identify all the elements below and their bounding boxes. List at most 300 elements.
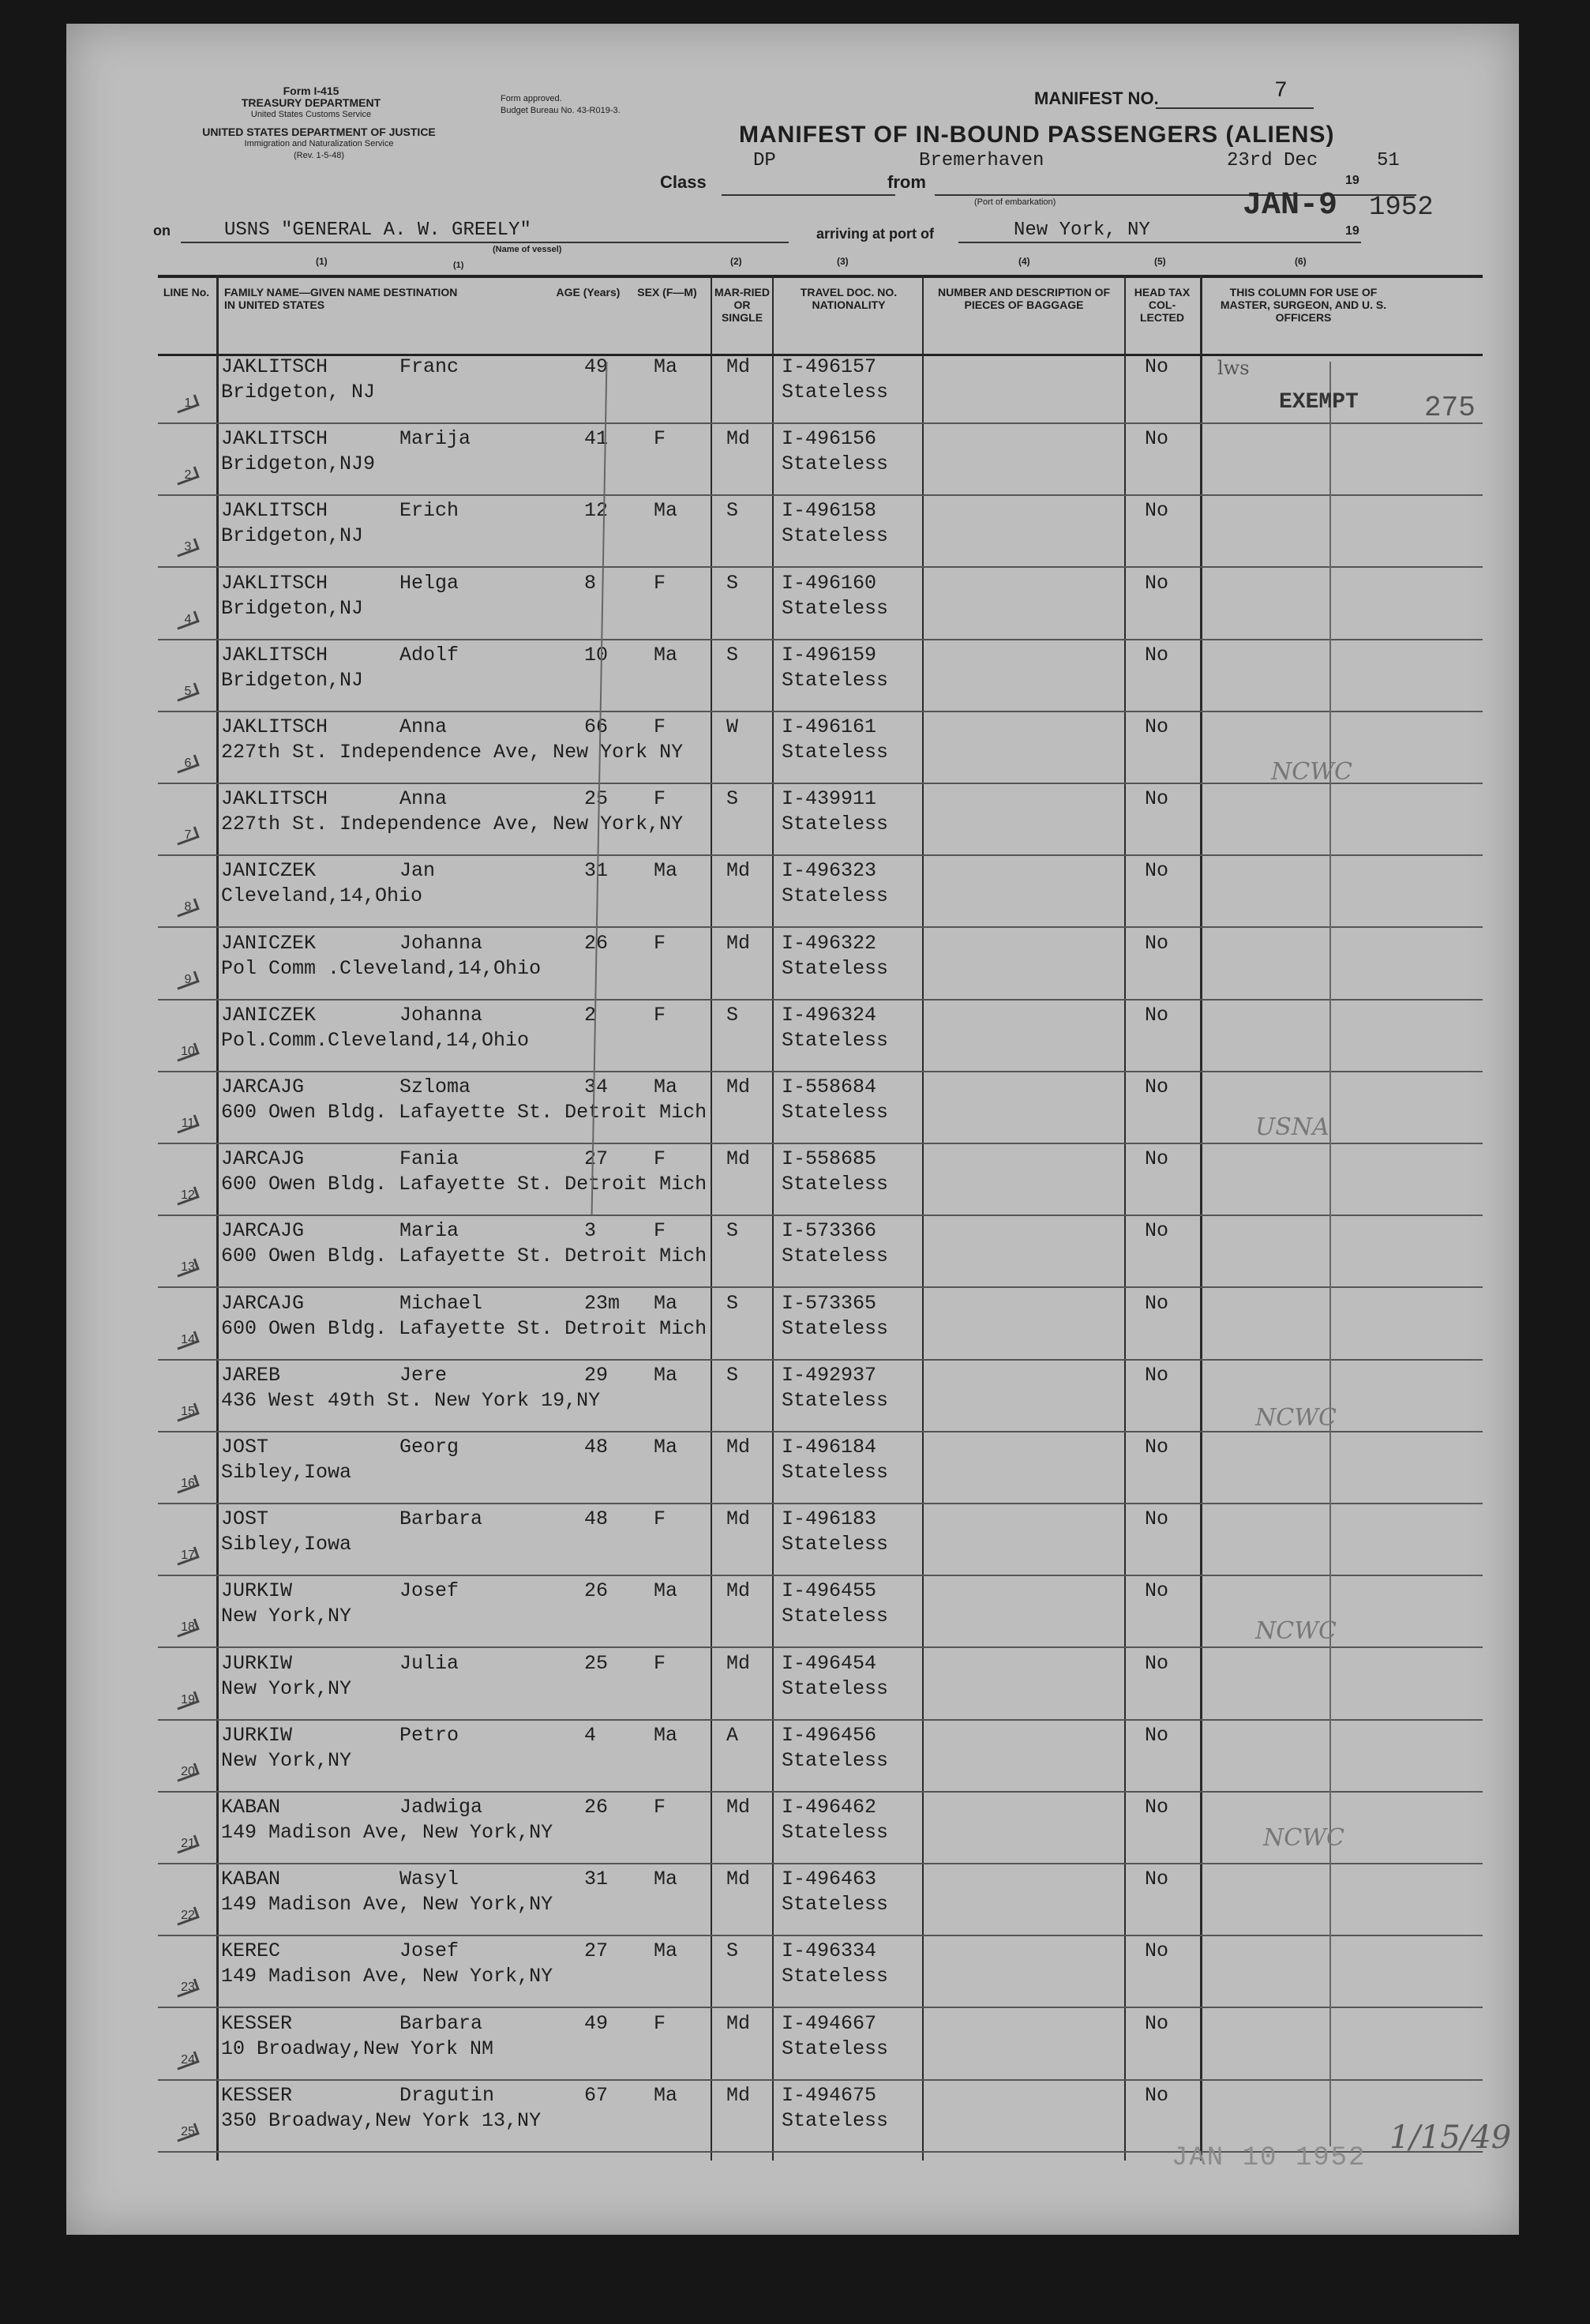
row-travel-doc: I-496324 — [782, 1003, 877, 1027]
row-family-name: KABAN — [221, 1796, 281, 1819]
row-sex: F — [654, 2011, 666, 2035]
row-head-tax: No — [1145, 1796, 1169, 1819]
row-marital: S — [726, 1363, 739, 1387]
port-embark-label: (Port of embarkation) — [974, 197, 1056, 207]
row-given-name: Dragutin — [399, 2083, 495, 2107]
arriving-label: arriving at port of — [816, 226, 935, 242]
row-nationality: Stateless — [782, 1893, 889, 1917]
row-line-number: 12 — [181, 1188, 195, 1203]
row-head-tax: No — [1145, 1579, 1169, 1603]
row-family-name: JAKLITSCH — [221, 571, 328, 595]
row-given-name: Barbara — [399, 1507, 483, 1531]
row-line-number: 19 — [181, 1692, 195, 1706]
row-family-name: JAKLITSCH — [221, 643, 328, 666]
table-row — [158, 494, 1483, 568]
row-travel-doc: I-496454 — [782, 1651, 877, 1675]
colnum-2: (2) — [730, 256, 742, 267]
row-nationality: Stateless — [782, 1028, 889, 1052]
table-row — [158, 1863, 1483, 1936]
row-line-number: 24 — [181, 2052, 195, 2067]
manifest-title: MANIFEST OF IN-BOUND PASSENGERS (ALIENS) — [739, 122, 1335, 148]
row-line-number: 20 — [181, 1764, 195, 1778]
row-marital: S — [726, 1291, 739, 1315]
row-family-name: JAKLITSCH — [221, 715, 328, 738]
arrival-date-stamp: JAN-9 — [1243, 188, 1338, 223]
row-given-name: Jan — [399, 859, 436, 883]
row-sex: Ma — [654, 1723, 678, 1747]
colnum-4: (4) — [1018, 256, 1030, 267]
form-header-left — [185, 85, 437, 121]
form-header-justice — [153, 126, 485, 162]
row-given-name: Franc — [399, 355, 459, 378]
row-nationality: Stateless — [782, 1821, 889, 1844]
row-line-number: 11 — [181, 1117, 195, 1130]
row-age: 31 — [584, 859, 609, 883]
row-travel-doc: I-558684 — [782, 1076, 877, 1098]
row-head-tax: No — [1145, 1147, 1169, 1171]
row-age: 48 — [584, 1507, 609, 1531]
row-family-name: JAKLITSCH — [221, 787, 328, 811]
row-line-number: 2 — [184, 468, 192, 482]
row-travel-doc: I-573366 — [782, 1219, 877, 1243]
row-travel-doc: I-496462 — [782, 1796, 877, 1819]
row-nationality: Stateless — [782, 1101, 889, 1124]
row-age: 12 — [584, 499, 609, 523]
row-sex: F — [654, 1147, 666, 1171]
row-marital: S — [726, 1939, 739, 1963]
row-sex: F — [654, 931, 666, 955]
row-marital: S — [726, 571, 739, 595]
row-destination: 600 Owen Bldg. Lafayette St. Detroit Mich — [221, 1245, 707, 1268]
row-line-number: 9 — [184, 972, 192, 986]
row-given-name: Jere — [399, 1363, 448, 1387]
row-travel-doc: I-496159 — [782, 643, 877, 666]
row-nationality: Stateless — [782, 1605, 889, 1628]
colnum-5: (5) — [1154, 256, 1166, 267]
arrival-year-prefix: 19 — [1345, 224, 1359, 238]
row-family-name: KESSER — [221, 2011, 293, 2035]
row-head-tax: No — [1145, 859, 1169, 883]
row-family-name: JARCAJG — [221, 1147, 305, 1171]
vessel-line — [181, 242, 789, 243]
exempt-stamp: EXEMPT — [1279, 390, 1359, 415]
officer-initials: lws — [1217, 357, 1250, 379]
row-destination: 600 Owen Bldg. Lafayette St. Detroit Mich — [221, 1101, 707, 1124]
table-row — [158, 1935, 1483, 2008]
row-age: 3 — [584, 1219, 597, 1243]
col-sex: SEX (F—M) — [637, 286, 697, 298]
row-travel-doc: I-496456 — [782, 1723, 877, 1747]
row-head-tax: No — [1145, 1003, 1169, 1027]
row-given-name: Marija — [399, 427, 471, 451]
row-destination: 227th St. Independence Ave, New York,NY — [221, 813, 684, 836]
row-marital: A — [726, 1723, 739, 1747]
row-travel-doc: I-573365 — [782, 1291, 877, 1315]
row-destination: Bridgeton,NJ — [221, 596, 364, 620]
row-family-name: JAKLITSCH — [221, 355, 328, 378]
col-travel: TRAVEL DOC. NO. NATIONALITY — [800, 286, 898, 311]
row-sex: F — [654, 1796, 666, 1819]
row-family-name: JAKLITSCH — [221, 499, 328, 523]
row-head-tax: No — [1145, 499, 1169, 523]
row-marital: Md — [726, 859, 751, 883]
row-travel-doc: I-496158 — [782, 499, 877, 523]
row-line-number: 15 — [181, 1404, 195, 1418]
row-sex: F — [654, 427, 666, 451]
table-row — [158, 567, 1483, 640]
table-row — [158, 2007, 1483, 2081]
row-age: 25 — [584, 787, 609, 811]
manifest-no-value: 7 — [1274, 79, 1288, 103]
row-given-name: Josef — [399, 1939, 459, 1963]
arriving-port: New York, NY — [1014, 220, 1150, 241]
budget-bureau: Budget Bureau No. 43-R019-3. — [501, 106, 621, 115]
row-travel-doc: I-496322 — [782, 931, 877, 955]
row-sex: Ma — [654, 1579, 678, 1603]
row-family-name: JOST — [221, 1507, 269, 1531]
row-line-number: 1 — [184, 396, 192, 410]
row-travel-doc: I-496323 — [782, 859, 877, 883]
row-marital: S — [726, 643, 739, 666]
row-line-number: 23 — [181, 1980, 195, 1995]
row-nationality: Stateless — [782, 1245, 889, 1268]
row-nationality: Stateless — [782, 1676, 889, 1700]
row-marital: Md — [726, 2083, 751, 2107]
row-travel-doc: I-496157 — [782, 355, 877, 378]
row-nationality: Stateless — [782, 1316, 889, 1340]
row-travel-doc: I-558685 — [782, 1147, 877, 1171]
row-sex: F — [654, 715, 666, 738]
row-nationality: Stateless — [782, 813, 889, 836]
row-travel-doc: I-492937 — [782, 1363, 877, 1387]
row-family-name: JURKIW — [221, 1723, 293, 1747]
row-age: 4 — [584, 1723, 597, 1747]
row-given-name: Fania — [399, 1147, 459, 1171]
row-travel-doc: I-496334 — [782, 1939, 877, 1963]
row-given-name: Georg — [399, 1436, 459, 1459]
row-marital: Md — [726, 1147, 751, 1171]
row-sex: F — [654, 787, 666, 811]
row-age: 10 — [584, 643, 609, 666]
row-head-tax: No — [1145, 1363, 1169, 1387]
row-destination: 350 Broadway,New York 13,NY — [221, 2108, 542, 2132]
row-head-tax: No — [1145, 1939, 1169, 1963]
row-head-tax: No — [1145, 355, 1169, 378]
manifest-page — [66, 24, 1519, 2235]
row-sex: F — [654, 571, 666, 595]
row-marital: S — [726, 1219, 739, 1243]
row-family-name: JANICZEK — [221, 931, 317, 955]
agency-note: NCWC — [1255, 1617, 1337, 1645]
row-age: 41 — [584, 427, 609, 451]
table-row — [158, 999, 1483, 1072]
row-sex: Ma — [654, 2083, 678, 2107]
col-baggage: NUMBER AND DESCRIPTION OF PIECES OF BAGGAGE — [937, 286, 1111, 311]
row-travel-doc: I-496463 — [782, 1868, 877, 1891]
table-row — [158, 783, 1483, 856]
row-destination: Pol Comm .Cleveland,14,Ohio — [221, 956, 542, 980]
row-line-number: 10 — [181, 1044, 195, 1058]
row-given-name: Adolf — [399, 643, 459, 666]
row-head-tax: No — [1145, 1076, 1169, 1098]
row-destination: Sibley,Iowa — [221, 1461, 352, 1484]
dept-treasury-sub: United States Customs Service — [250, 110, 372, 119]
dept-justice-sub: Immigration and Naturalization Service — [244, 139, 394, 148]
table-row — [158, 854, 1483, 928]
col-headtax: HEAD TAX COL-LECTED — [1134, 286, 1191, 324]
row-marital: Md — [726, 427, 751, 451]
row-age: 34 — [584, 1076, 609, 1098]
row-destination: Cleveland,14,Ohio — [221, 884, 423, 908]
row-destination: 600 Owen Bldg. Lafayette St. Detroit Mich — [221, 1173, 707, 1196]
row-marital: S — [726, 499, 739, 523]
row-marital: Md — [726, 2011, 751, 2035]
row-line-number: 18 — [181, 1620, 195, 1635]
row-destination: Bridgeton,NJ — [221, 668, 364, 692]
row-marital: Md — [726, 1436, 751, 1459]
row-destination: 227th St. Independence Ave, New York NY — [221, 741, 684, 764]
row-marital: Md — [726, 355, 751, 378]
row-age: 26 — [584, 1796, 609, 1819]
row-given-name: Wasyl — [399, 1868, 459, 1891]
row-line-number: 21 — [181, 1837, 195, 1850]
agency-note: USNA — [1255, 1113, 1329, 1141]
row-line-number: 8 — [184, 900, 192, 914]
row-age: 29 — [584, 1363, 609, 1387]
row-destination: 10 Broadway,New York NM — [221, 2037, 494, 2060]
row-head-tax: No — [1145, 1507, 1169, 1531]
col-name: FAMILY NAME—GIVEN NAME DESTINATION IN UNITED STATES — [224, 286, 458, 311]
table-row — [158, 927, 1483, 1001]
row-age: 67 — [584, 2083, 609, 2107]
row-marital: Md — [726, 1507, 751, 1531]
row-age: 66 — [584, 715, 609, 738]
row-marital: Md — [726, 1796, 751, 1819]
row-nationality: Stateless — [782, 1388, 889, 1412]
row-destination: Bridgeton, NJ — [221, 381, 376, 404]
from-value: Bremerhaven — [919, 150, 1044, 171]
row-nationality: Stateless — [782, 1965, 889, 1988]
row-marital: S — [726, 1003, 739, 1027]
row-given-name: Anna — [399, 787, 448, 811]
arrival-year-stamp: 1952 — [1369, 193, 1434, 223]
row-destination: New York,NY — [221, 1605, 352, 1628]
row-age: 27 — [584, 1147, 609, 1171]
row-line-number: 25 — [181, 2124, 195, 2138]
row-marital: S — [726, 787, 739, 811]
row-age: 23m — [584, 1291, 621, 1315]
row-sex: F — [654, 1507, 666, 1531]
row-marital: Md — [726, 1076, 751, 1098]
row-given-name: Erich — [399, 499, 459, 523]
row-family-name: JARCAJG — [221, 1076, 305, 1098]
col-line-no: LINE No. — [163, 286, 210, 298]
row-line-number: 7 — [184, 828, 192, 843]
manifest-no-label: MANIFEST NO. — [1034, 88, 1159, 108]
row-line-number: 14 — [181, 1332, 195, 1346]
row-family-name: KEREC — [221, 1939, 281, 1963]
form-approved: Form approved. — [501, 94, 562, 103]
row-sex: Ma — [654, 1291, 678, 1315]
row-nationality: Stateless — [782, 668, 889, 692]
row-marital: W — [726, 715, 739, 738]
row-sex: Ma — [654, 1076, 678, 1098]
row-given-name: Maria — [399, 1219, 459, 1243]
signature-date: 1/15/49 — [1389, 2119, 1512, 2156]
row-given-name: Michael — [399, 1291, 483, 1315]
row-age: 49 — [584, 355, 609, 378]
row-nationality: Stateless — [782, 1461, 889, 1484]
row-travel-doc: I-496455 — [782, 1579, 877, 1603]
row-travel-doc: I-496160 — [782, 571, 877, 595]
row-head-tax: No — [1145, 1219, 1169, 1243]
row-head-tax: No — [1145, 427, 1169, 451]
row-head-tax: No — [1145, 1651, 1169, 1675]
row-line-number: 6 — [184, 757, 192, 770]
table-row — [158, 1215, 1483, 1288]
row-nationality: Stateless — [782, 596, 889, 620]
row-destination: Pol.Comm.Cleveland,14,Ohio — [221, 1028, 530, 1052]
row-nationality: Stateless — [782, 884, 889, 908]
manifest-no-line — [1156, 107, 1314, 109]
table-row — [158, 1647, 1483, 1721]
row-travel-doc: I-496161 — [782, 715, 877, 738]
row-travel-doc: I-494675 — [782, 2083, 877, 2107]
row-destination: New York,NY — [221, 1676, 352, 1700]
row-destination: 436 West 49th St. New York 19,NY — [221, 1388, 601, 1412]
row-family-name: JURKIW — [221, 1651, 293, 1675]
row-head-tax: No — [1145, 1868, 1169, 1891]
table-row — [158, 1431, 1483, 1504]
col-married: MAR-RIED OR SINGLE — [714, 286, 770, 324]
row-head-tax: No — [1145, 1436, 1169, 1459]
pencil-mark — [1329, 362, 1331, 2146]
row-head-tax: No — [1145, 1291, 1169, 1315]
row-given-name: Johanna — [399, 1003, 483, 1027]
row-given-name: Julia — [399, 1651, 459, 1675]
row-destination: 149 Madison Ave, New York,NY — [221, 1893, 553, 1917]
row-sex: Ma — [654, 499, 678, 523]
row-head-tax: No — [1145, 1723, 1169, 1747]
row-head-tax: No — [1145, 787, 1169, 811]
row-head-tax: No — [1145, 643, 1169, 666]
row-age: 26 — [584, 931, 609, 955]
row-given-name: Anna — [399, 715, 448, 738]
row-travel-doc: I-496183 — [782, 1507, 877, 1531]
row-nationality: Stateless — [782, 1748, 889, 1772]
row-sex: Ma — [654, 355, 678, 378]
row-sex: Ma — [654, 1363, 678, 1387]
row-sex: Ma — [654, 1868, 678, 1891]
row-given-name: Helga — [399, 571, 459, 595]
row-family-name: JANICZEK — [221, 1003, 317, 1027]
form-revision: (Rev. 1-5-48) — [294, 151, 344, 160]
col-age: AGE (Years) — [556, 286, 621, 298]
row-sex: Ma — [654, 1939, 678, 1963]
table-row — [158, 1503, 1483, 1576]
received-stamp: JAN 10 1952 — [1172, 2143, 1367, 2173]
row-travel-doc: I-496184 — [782, 1436, 877, 1459]
row-nationality: Stateless — [782, 1533, 889, 1556]
row-head-tax: No — [1145, 715, 1169, 738]
row-destination: Bridgeton,NJ9 — [221, 452, 376, 476]
row-sex: Ma — [654, 859, 678, 883]
arriving-line — [958, 242, 1361, 243]
row-line-number: 3 — [184, 540, 192, 554]
class-line — [722, 194, 895, 196]
row-age: 27 — [584, 1939, 609, 1963]
colnum-1: (1) — [316, 256, 328, 267]
row-given-name: Johanna — [399, 931, 483, 955]
colnum-6: (6) — [1295, 256, 1307, 267]
year-prefix: 19 — [1345, 174, 1359, 187]
date-value: 23rd Dec — [1227, 150, 1318, 171]
colnum-3: (3) — [837, 256, 849, 267]
row-line-number: 5 — [184, 684, 192, 698]
row-given-name: Szloma — [399, 1076, 471, 1098]
year-value: 51 — [1377, 150, 1400, 171]
row-age: 25 — [584, 1651, 609, 1675]
row-family-name: JAKLITSCH — [221, 427, 328, 451]
row-nationality: Stateless — [782, 1173, 889, 1196]
row-marital: Md — [726, 931, 751, 955]
row-destination: 149 Madison Ave, New York,NY — [221, 1821, 553, 1844]
row-line-number: 22 — [181, 1909, 195, 1923]
class-value: DP — [753, 150, 776, 171]
row-sex: Ma — [654, 1436, 678, 1459]
row-given-name: Jadwiga — [399, 1796, 483, 1819]
form-number: Form I-415 — [283, 84, 339, 97]
row-sex: F — [654, 1651, 666, 1675]
row-head-tax: No — [1145, 571, 1169, 595]
row-age: 49 — [584, 2011, 609, 2035]
table-row — [158, 422, 1483, 496]
row-nationality: Stateless — [782, 2037, 889, 2060]
row-destination: 149 Madison Ave, New York,NY — [221, 1965, 553, 1988]
row-nationality: Stateless — [782, 956, 889, 980]
row-nationality: Stateless — [782, 741, 889, 764]
row-family-name: JANICZEK — [221, 859, 317, 883]
row-head-tax: No — [1145, 2083, 1169, 2107]
row-marital: Md — [726, 1868, 751, 1891]
row-destination: 600 Owen Bldg. Lafayette St. Detroit Mich — [221, 1316, 707, 1340]
row-line-number: 13 — [181, 1260, 195, 1275]
row-family-name: JARCAJG — [221, 1291, 305, 1315]
row-travel-doc: I-439911 — [782, 787, 877, 811]
row-sex: F — [654, 1003, 666, 1027]
passenger-table — [158, 256, 1512, 2161]
row-given-name: Petro — [399, 1723, 459, 1747]
row-family-name: KABAN — [221, 1868, 281, 1891]
row-age: 26 — [584, 1579, 609, 1603]
row-given-name: Josef — [399, 1579, 459, 1603]
col-officers: THIS COLUMN FOR USE OF MASTER, SURGEON, AND U. S. OFFICERS — [1220, 286, 1387, 324]
row-family-name: JARCAJG — [221, 1219, 305, 1243]
row-head-tax: No — [1145, 931, 1169, 955]
row-marital: Md — [726, 1651, 751, 1675]
row-marital: Md — [726, 1579, 751, 1603]
row-age: 8 — [584, 571, 597, 595]
agency-note: NCWC — [1263, 1824, 1344, 1852]
row-age: 48 — [584, 1436, 609, 1459]
row-family-name: KESSER — [221, 2083, 293, 2107]
agency-note: NCWC — [1271, 758, 1352, 786]
row-family-name: JOST — [221, 1436, 269, 1459]
on-label: on — [153, 223, 171, 238]
row-line-number: 4 — [184, 612, 192, 626]
row-given-name: Barbara — [399, 2011, 483, 2035]
row-nationality: Stateless — [782, 381, 889, 404]
